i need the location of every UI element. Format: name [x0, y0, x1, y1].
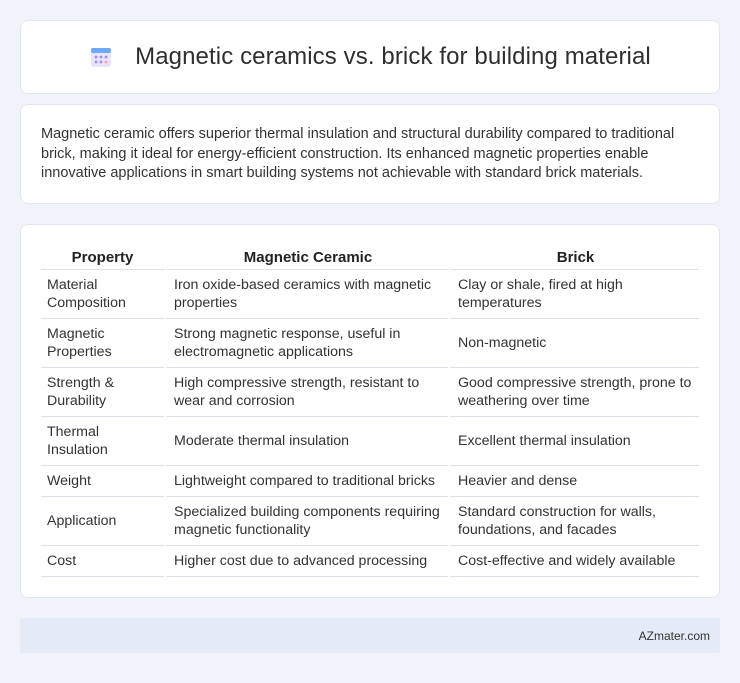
footer-brand: AZmater.com [638, 628, 710, 643]
brick-cell: Excellent thermal insulation [448, 417, 699, 466]
calendar-grid-icon [89, 45, 113, 69]
magnetic-ceramic-cell: Iron oxide-based ceramics with magnetic properties [164, 270, 448, 319]
brick-cell: Heavier and dense [448, 466, 699, 497]
column-header-brick: Brick [448, 245, 699, 270]
magnetic-ceramic-cell: Higher cost due to advanced processing [164, 546, 448, 577]
table-row [41, 417, 699, 466]
magnetic-ceramic-cell: Specialized building components requiring magnetic functionality [164, 497, 448, 546]
table-row [41, 368, 699, 417]
page-title: Magnetic ceramics vs. brick for building material [135, 43, 651, 70]
property-cell: Material Composition [41, 270, 164, 319]
property-cell: Application [41, 497, 164, 546]
column-header-property: Property [41, 245, 164, 270]
magnetic-ceramic-cell: High compressive strength, resistant to wear and corrosion [164, 368, 448, 417]
brick-cell: Non-magnetic [448, 319, 699, 368]
table-row [41, 497, 699, 546]
magnetic-ceramic-cell: Moderate thermal insulation [164, 417, 448, 466]
header-card [20, 20, 720, 94]
brick-cell: Clay or shale, fired at high temperatures [448, 270, 699, 319]
property-cell: Weight [41, 466, 164, 497]
property-cell: Magnetic Properties [41, 319, 164, 368]
brick-cell: Cost-effective and widely available [448, 546, 699, 577]
magnetic-ceramic-cell: Strong magnetic response, useful in electromagnetic applications [164, 319, 448, 368]
brick-cell: Standard construction for walls, foundations, and facades [448, 497, 699, 546]
table-row [41, 546, 699, 577]
footer-bar [20, 618, 720, 653]
table-row [41, 319, 699, 368]
table-header-row [41, 245, 699, 270]
table-row [41, 466, 699, 497]
property-cell: Thermal Insulation [41, 417, 164, 466]
table-row [41, 270, 699, 319]
summary-card [20, 104, 720, 204]
comparison-table [41, 245, 699, 577]
comparison-table-card [20, 224, 720, 598]
column-header-magnetic-ceramic: Magnetic Ceramic [164, 245, 448, 270]
property-cell: Cost [41, 546, 164, 577]
magnetic-ceramic-cell: Lightweight compared to traditional bricks [164, 466, 448, 497]
summary-text: Magnetic ceramic offers superior thermal insulation and structural durability compared to traditional brick, making it ideal for energy-efficient construction. Its enhanced magnetic properties enable innovative applications in smart building systems not achievable with standard brick materials. [41, 126, 675, 181]
brick-cell: Good compressive strength, prone to weathering over time [448, 368, 699, 417]
property-cell: Strength & Durability [41, 368, 164, 417]
